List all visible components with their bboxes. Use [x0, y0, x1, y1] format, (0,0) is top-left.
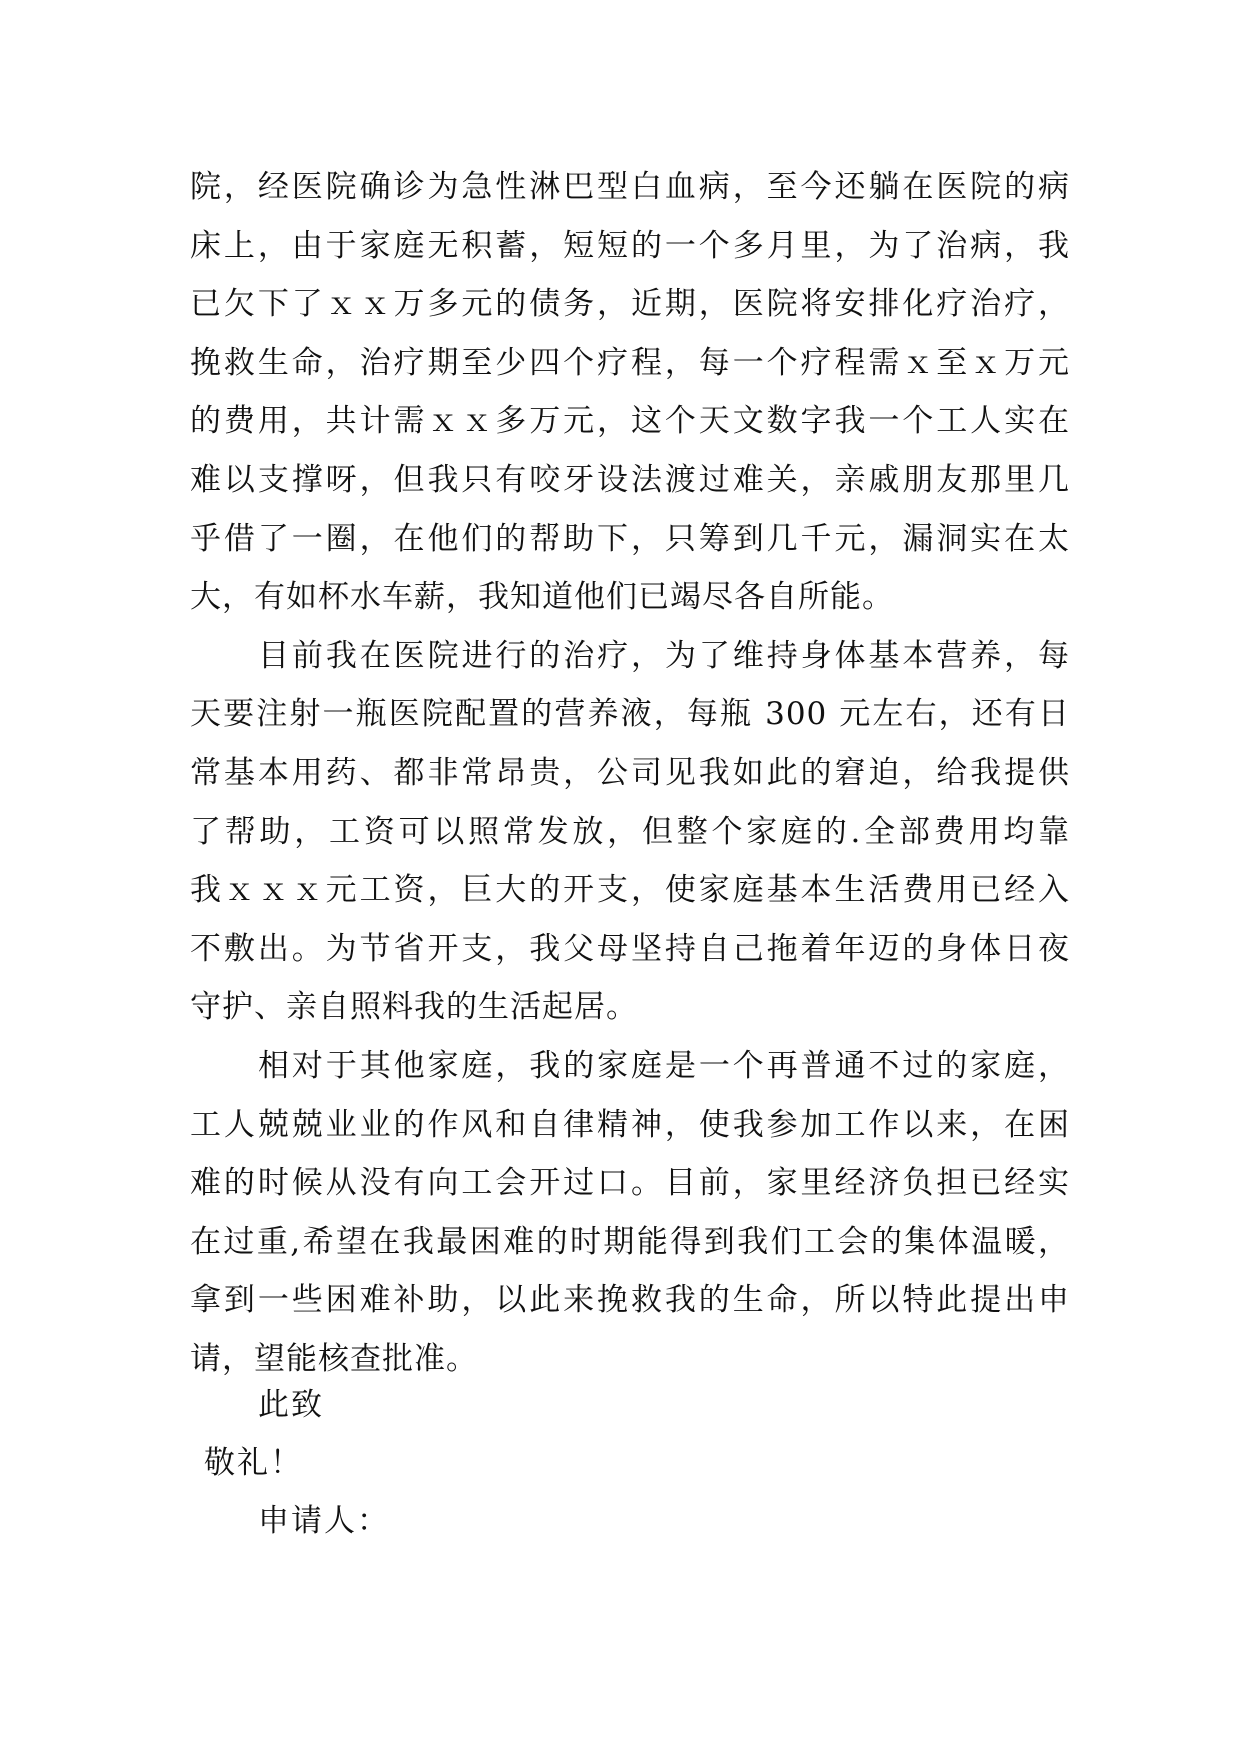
paragraph-3-line: 在过重,希望在我最困难的时期能得到我们工会的集体温暖，	[190, 1223, 1070, 1260]
closing-salutation: 此致	[258, 1387, 324, 1423]
paragraph-1-line: 床上，由于家庭无积蓄，短短的一个多月里，为了治病，我	[190, 227, 1070, 264]
paragraph-2-line: 了帮助，工资可以照常发放，但整个家庭的.全部费用均靠	[190, 813, 1070, 850]
paragraph-1-line: 乎借了一圈，在他们的帮助下，只筹到几千元，漏洞实在太	[190, 520, 1070, 557]
applicant-label: 申请人：	[258, 1503, 390, 1539]
closing-regards: 敬礼！	[204, 1445, 303, 1481]
paragraph-3	[190, 1037, 1070, 1389]
paragraph-2-line: 常基本用药、都非常昂贵，公司见我如此的窘迫，给我提供	[190, 754, 1070, 791]
paragraph-3-line: 请，望能核查批准。	[190, 1340, 478, 1377]
paragraph-1-line: 难以支撑呀，但我只有咬牙设法渡过难关，亲戚朋友那里几	[190, 461, 1070, 498]
paragraph-2-line: 不敷出。为节省开支，我父母坚持自己拖着年迈的身体日夜	[190, 930, 1070, 967]
paragraph-1-line: 院，经医院确诊为急性淋巴型白血病，至今还躺在医院的病	[190, 169, 1070, 205]
paragraph-3-line: 相对于其他家庭，我的家庭是一个再普通不过的家庭，	[258, 1047, 1070, 1084]
paragraph-3-line: 工人兢兢业业的作风和自律精神，使我参加工作以来，在困	[190, 1106, 1070, 1143]
paragraph-1-line: 大，有如杯水车薪，我知道他们已竭尽各自所能。	[190, 579, 894, 616]
paragraph-2-line: 守护、亲自照料我的生活起居。	[190, 989, 638, 1026]
letter-body	[190, 158, 1070, 1388]
paragraph-1	[190, 158, 1070, 627]
paragraph-2-line: 我ｘｘｘ元工资，巨大的开支，使家庭基本生活费用已经入	[190, 872, 1070, 909]
paragraph-3-line: 拿到一些困难补助，以此来挽救我的生命，所以特此提出申	[190, 1282, 1070, 1319]
paragraph-2-line: 天要注射一瓶医院配置的营养液，每瓶 300 元左右，还有日	[190, 696, 1070, 733]
paragraph-1-line: 已欠下了ｘｘ万多元的债务，近期，医院将安排化疗治疗，	[190, 286, 1070, 323]
paragraph-2-line: 目前我在医院进行的治疗，为了维持身体基本营养，每	[258, 637, 1070, 674]
paragraph-3-line: 难的时候从没有向工会开过口。目前，家里经济负担已经实	[190, 1165, 1070, 1202]
paragraph-1-line: 的费用，共计需ｘｘ多万元，这个天文数字我一个工人实在	[190, 403, 1070, 440]
paragraph-1-line: 挽救生命，治疗期至少四个疗程，每一个疗程需ｘ至ｘ万元	[190, 344, 1070, 381]
paragraph-2	[190, 627, 1070, 1037]
